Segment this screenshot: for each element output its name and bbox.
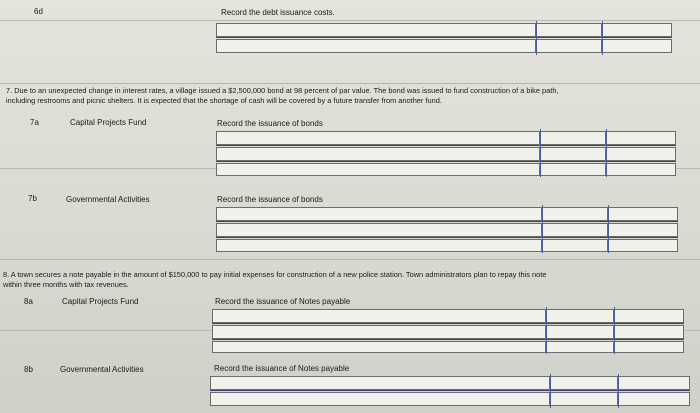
debit-field[interactable] <box>550 392 618 406</box>
divider <box>542 205 543 253</box>
account-field[interactable] <box>216 39 536 53</box>
problem-7-text-line1: 7. Due to an unexpected change in interest rates, a village issued a $2,500,000 bond at 98 percent of par value. The bond was issued to fund construction of a bike path, <box>6 86 559 95</box>
divider <box>216 161 676 162</box>
row-fund-7a: Capital Projects Fund <box>70 118 147 127</box>
divider <box>608 205 609 253</box>
credit-field[interactable] <box>618 392 690 406</box>
row-action-7a: Record the issuance of bonds <box>217 119 323 128</box>
debit-field[interactable] <box>546 325 614 339</box>
account-field[interactable] <box>216 223 542 237</box>
account-field[interactable] <box>216 147 540 161</box>
debit-field[interactable] <box>540 131 606 145</box>
credit-field[interactable] <box>614 341 684 353</box>
row-action-6d: Record the debt issuance costs. <box>221 8 335 17</box>
credit-field[interactable] <box>606 131 676 145</box>
debit-field[interactable] <box>536 23 602 37</box>
account-field[interactable] <box>212 309 546 323</box>
account-field[interactable] <box>210 392 550 406</box>
credit-field[interactable] <box>608 207 678 221</box>
credit-field[interactable] <box>608 223 678 237</box>
divider <box>216 145 676 146</box>
row-code-8b: 8b <box>24 365 33 374</box>
account-field[interactable] <box>212 325 546 339</box>
divider <box>550 374 551 408</box>
credit-field[interactable] <box>602 39 672 53</box>
row-code-7b: 7b <box>28 194 37 203</box>
credit-field[interactable] <box>606 163 676 176</box>
row-fund-8b: Governmental Activities <box>60 365 144 374</box>
account-field[interactable] <box>216 207 542 221</box>
problem-8-text-line1: 8. A town secures a note payable in the amount of $150,000 to pay initial expenses for construction of a new police station. Town administrators plan to repay this note <box>3 270 547 279</box>
account-field[interactable] <box>216 131 540 145</box>
gridline <box>0 83 700 84</box>
problem-7-text-line2: including restrooms and picnic shelters. It is expected that the shortage of cash will be covered by a future transfer from another fund. <box>6 96 442 105</box>
debit-field[interactable] <box>542 239 608 252</box>
debit-field[interactable] <box>542 207 608 221</box>
problem-8-text-line2: within three months with tax revenues. <box>3 280 129 289</box>
row-action-7b: Record the issuance of bonds <box>217 195 323 204</box>
credit-field[interactable] <box>614 309 684 323</box>
credit-field[interactable] <box>618 376 690 390</box>
row-action-8a: Record the issuance of Notes payable <box>215 297 351 306</box>
divider <box>546 307 547 354</box>
account-field[interactable] <box>216 23 536 37</box>
debit-field[interactable] <box>546 309 614 323</box>
credit-field[interactable] <box>602 23 672 37</box>
credit-field[interactable] <box>606 147 676 161</box>
divider <box>606 129 607 177</box>
row-code-8a: 8a <box>24 297 33 306</box>
debit-field[interactable] <box>536 39 602 53</box>
account-field[interactable] <box>210 376 550 390</box>
debit-field[interactable] <box>546 341 614 353</box>
row-action-8b: Record the issuance of Notes payable <box>214 364 350 373</box>
gridline <box>0 20 700 21</box>
gridline <box>0 259 700 260</box>
account-field[interactable] <box>216 163 540 176</box>
account-field[interactable] <box>216 239 542 252</box>
credit-field[interactable] <box>608 239 678 252</box>
divider <box>618 374 619 408</box>
row-code-6d: 6d <box>34 7 43 16</box>
row-code-7a: 7a <box>30 118 39 127</box>
divider <box>536 21 537 55</box>
divider <box>602 21 603 55</box>
credit-field[interactable] <box>614 325 684 339</box>
row-fund-8a: Capital Projects Fund <box>62 297 139 306</box>
divider <box>614 307 615 354</box>
debit-field[interactable] <box>540 147 606 161</box>
account-field[interactable] <box>212 341 546 353</box>
debit-field[interactable] <box>542 223 608 237</box>
divider <box>540 129 541 177</box>
divider <box>216 37 672 38</box>
row-fund-7b: Governmental Activities <box>66 195 150 204</box>
debit-field[interactable] <box>540 163 606 176</box>
debit-field[interactable] <box>550 376 618 390</box>
